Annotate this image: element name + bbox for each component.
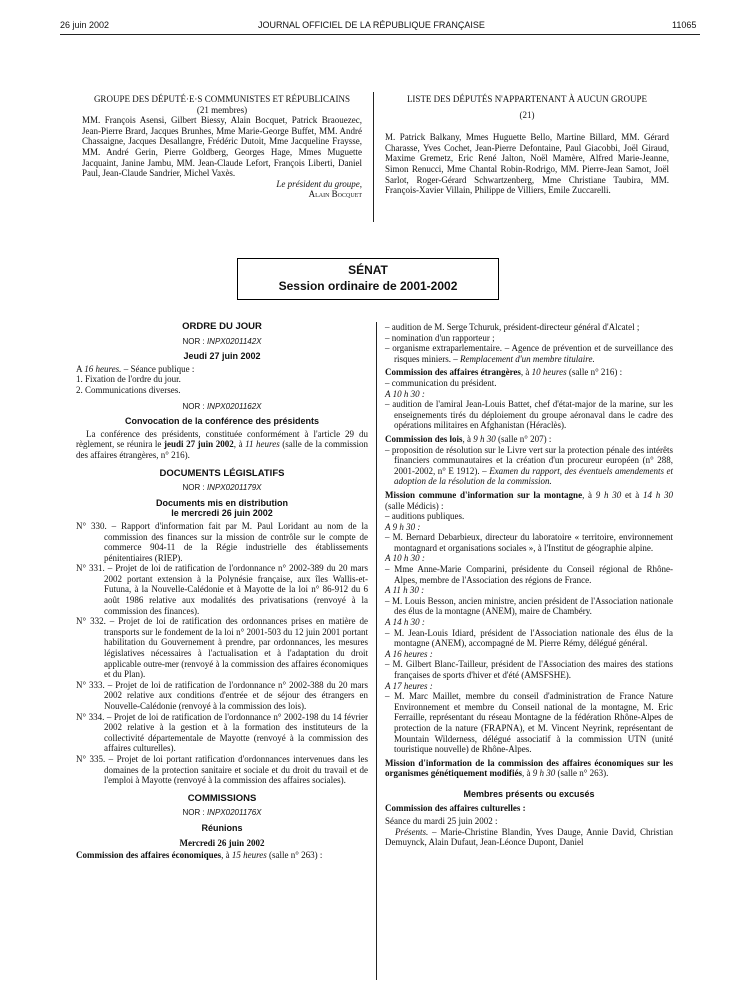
commissions-heading: COMMISSIONS — [187, 792, 257, 804]
mission-ogm: Mission d'information de la commission des affaires économiques sur les organismes génétiquement modifiés, à 9 h 30 (salle n° 263). — [385, 757, 673, 779]
non-affiliated-title: LISTE DES DÉPUTÉS N'APPARTENANT À AUCUN GROUPE — [406, 94, 648, 104]
group-president-name: Alain Bocquet — [308, 189, 362, 200]
time-slot: A 11 h 30 : — [385, 585, 425, 596]
time-slot: A 16 heures : — [385, 648, 433, 659]
group-title: GROUPE DES DÉPUTÉ·E·S COMMUNISTES ET RÉPUBLICAINS — [93, 94, 351, 104]
agenda-item: – proposition de résolution sur le Livre vert sur la protection pénale des intérêts financiers communautaires et la création d'un procureur européen (n° 288, 2001-2002, n° E 1912). – Examen du rapport, des éventuels amendements et adoption de la résolution de la commission. — [385, 444, 673, 487]
agenda-item: – M. Jean-Louis Idiard, président de l'Association nationale des élus de la montagne (ANEM), accompagné de M. Pierre Rémy, délégué général. — [385, 627, 673, 649]
ordre-du-jour-heading: ORDRE DU JOUR — [182, 321, 262, 332]
time-slot: A 10 h 30 : — [385, 553, 425, 564]
top-column-divider — [373, 92, 374, 222]
commission-eco: Commission des affaires économiques, à 15 heures (salle n° 263) : — [76, 850, 323, 861]
non-affiliated-members: M. Patrick Balkany, Mmes Huguette Bello, Martine Billard, MM. Gérard Charasse, Yves Cochet, Jean-Pierre Defontaine, Paul Giacobbi, Joël Giraud, Maxime Gremetz, Eric René Jalton, Noël Mamère, Alfred Marie-Jeanne, Simon Renucci, Mme Chantal Robin-Rodrigo, MM. Pierre-Jean Samot, Joël Sarlot, Roger-Gérard Schwartzenberg, Mme Christiane Taubira, MM. François-Xavier Villain, Philippe de Villiers, Emile Zuccarelli. — [385, 132, 669, 196]
nor-line-2: NOR : INPX0201162X — [182, 401, 262, 411]
agenda-item: – M. Marc Maillet, membre du conseil d'administration de France Nature Environnement et membre du Conseil national de la montagne, M. Eric Ferraille, représentant du réseau Montagne de la fédération Rhône-Alpes de protection de la nature (FRAPNA), et M. Vincent Neyrink, représentant de Mountain Wilderness, délégué associatif à la commission UTN (unité touristique nouvelle) de Rhône-Alpes. — [385, 691, 673, 755]
convocation-text: La conférence des présidents, constituée conformément à l'article 29 du règlement, se réunira le jeudi 27 juin 2002, à 11 heures (salle de la commission des affaires étrangères, n° 216). — [76, 428, 369, 460]
agenda-item: – audition de l'amiral Jean-Louis Battet, chef d'état-major de la marine, sur les enseignements tirés du déploiement du groupe aéronaval dans le cadre des opérations militaires en Afghanistan (Héraclès). — [385, 399, 673, 431]
documents-subheading-1: Documents mis en distribution — [155, 497, 288, 508]
left-column — [76, 322, 368, 861]
date-jeudi: Jeudi 27 juin 2002 — [183, 351, 261, 362]
documents-subheading-2: le mercredi 26 juin 2002 — [171, 508, 273, 519]
document-item: N° 334. – Projet de loi de ratification de l'ordonnance n° 2002-198 du 14 février 2002 relative à la gestion et à la formation des instituteurs de la collectivité départementale de Mayotte (renvoyé à la commission des affaires culturelles). — [76, 711, 368, 754]
nor-line-3: NOR : INPX0201179X — [182, 483, 262, 493]
time-slot: A 17 heures : — [385, 680, 433, 691]
bottom-column-divider — [376, 322, 377, 980]
senat-title-box — [237, 258, 499, 300]
non-affiliated-count: (21) — [519, 109, 535, 120]
document-item: N° 332. – Projet de loi de ratification des ordonnances prises en matière de transports sur le fondement de la loi n° 2001-503 du 12 juin 2001 portant habilitation du Gouvernement à prendre, par ordonnances, les mesures législatives nécessaires à l'actualisation et à l'adaptation du droit applicable outre-mer (renvoyé à la commission des affaires économiques et du Plan). — [76, 616, 368, 680]
time-slot: A 10 h 30 : — [385, 388, 425, 399]
mission-montagne: Mission commune d'information sur la montagne, à 9 h 30 et à 14 h 30 (salle Médicis) : — [385, 489, 674, 511]
document-item: N° 335. – Projet de loi portant ratification d'ordonnances intervenues dans les domaines de la protection sanitaire et sociale et du droit du travail et de l'emploi à Mayotte (renvoyé à la commission des affaires sociales). — [76, 753, 368, 786]
agenda-item: – M. Louis Besson, ancien ministre, ancien président de l'Association nationale des élus de la montagne (ANEM), maire de Chambéry. — [385, 595, 673, 617]
agenda-item: – M. Bernard Debarbieux, directeur du laboratoire « territoire, environnement montagnard et organisations sociales », à l'Institut de géographie alpine. — [385, 532, 673, 553]
agenda-item: – M. Gilbert Blanc-Tailleur, président de l'Association des maires des stations françaises de sports d'hiver et d'été (AMSFSHE). — [385, 659, 673, 680]
group-members: MM. François Asensi, Gilbert Biessy, Alain Bocquet, Patrick Braouezec, Jean-Pierre Brard, Jacques Brunhes, Mme Marie-George Buffet, MM. André Chassaigne, Jacques Desallangre, Frédéric Dutoit, Mme Jacqueline Fraysse, MM. André Gerin, Pierre Goldberg, Georges Hage, Mmes Muguette Jacquaint, Janine Jambu, MM. Jean-Claude Lefort, François Liberti, Daniel Paul, Jean-Claude Sandrier, Michel Vaxès. — [82, 115, 362, 179]
document-item: N° 333. – Projet de loi de ratification de l'ordonnance n° 2002-388 du 20 mars 2002 relative aux conditions d'entrée et de séjour des étrangers en Nouvelle-Calédonie (renvoyé à la commission des lois). — [76, 679, 368, 711]
document-item: N° 330. – Rapport d'information fait par M. Paul Loridant au nom de la commission des finances sur la mission de contrôle sur le compte de commerce 904-11 de la Régie industrielle des établissements pénitentiaires (RIEP). — [76, 520, 368, 563]
membres-heading: Membres présents ou excusés — [463, 788, 595, 799]
nor-line-1: NOR : INPX0201142X — [182, 336, 262, 346]
time-slot: A 9 h 30 : — [385, 521, 421, 532]
documents-heading: DOCUMENTS LÉGISLATIFS — [159, 467, 285, 479]
header-journal-title: JOURNAL OFFICIEL DE LA RÉPUBLIQUE FRANÇAISE — [258, 20, 485, 30]
non-affiliated-block — [385, 94, 669, 196]
header-date: 26 juin 2002 — [60, 20, 110, 30]
document-item: N° 331. – Projet de loi de ratification de l'ordonnance n° 2002-389 du 20 mars 2002 portant extension à la Polynésie française, aux îles Wallis-et-Futuna, à la Nouvelle-Calédonie et à Mayotte de la loi n° 86-912 du 6 août 1986 relative aux modalités des privatisations (renvoyé à la commission des finances). — [76, 563, 368, 616]
nor-line-4: NOR : INPX0201176X — [182, 808, 262, 818]
communist-group-block — [82, 94, 362, 200]
senat-title: SÉNAT — [348, 263, 388, 277]
page-header — [0, 0, 748, 44]
odj-item-1: 1. Fixation de l'ordre du jour. — [76, 374, 181, 385]
odj-item-2: 2. Communications diverses. — [76, 384, 181, 395]
header-page-number: 11065 — [672, 20, 697, 30]
right-column — [385, 322, 673, 848]
header-rule — [60, 34, 700, 35]
agenda-item: – auditions publiques. — [385, 511, 465, 522]
date-mercredi: Mercredi 26 juin 2002 — [179, 837, 265, 848]
agenda-item: – audition de M. Serge Tchuruk, président-directeur général d'Alcatel ; — [385, 322, 640, 332]
commission-lois: Commission des lois, à 9 h 30 (salle n° 207) : — [385, 433, 552, 444]
group-president-role: Le président du groupe, — [276, 178, 362, 189]
agenda-item: – Mme Anne-Marie Comparini, présidente du Conseil régional de Rhône-Alpes, membre de l'Association des régions de France. — [385, 564, 673, 585]
commission-etrangeres: Commission des affaires étrangères, à 10 heures (salle n° 216) : — [385, 367, 623, 378]
seance-date: Séance du mardi 25 juin 2002 : — [385, 816, 498, 827]
seance-line: A 16 heures. – Séance publique : — [76, 363, 195, 374]
agenda-item-organisme: – organisme extraparlementaire. – Agence de prévention et de surveillance des risques miniers. – Remplacement d'un membre titulaire. — [385, 343, 673, 364]
time-slot: A 14 h 30 : — [385, 617, 425, 628]
convocation-heading: Convocation de la conférence des présidents — [124, 416, 320, 427]
agenda-item: – nomination d'un rapporteur ; — [385, 332, 495, 343]
agenda-item: – communication du président. — [385, 377, 497, 388]
senat-session: Session ordinaire de 2001-2002 — [278, 279, 458, 293]
presents-list: Présents. – Marie-Christine Blandin, Yves Dauge, Annie David, Christian Demuynck, Alain Dufaut, Jean-Léonce Dupont, Daniel — [385, 826, 673, 848]
reunions-heading: Réunions — [201, 822, 243, 833]
group-count: (21 membres) — [196, 104, 248, 115]
commission-culturelles: Commission des affaires culturelles : — [385, 802, 526, 813]
